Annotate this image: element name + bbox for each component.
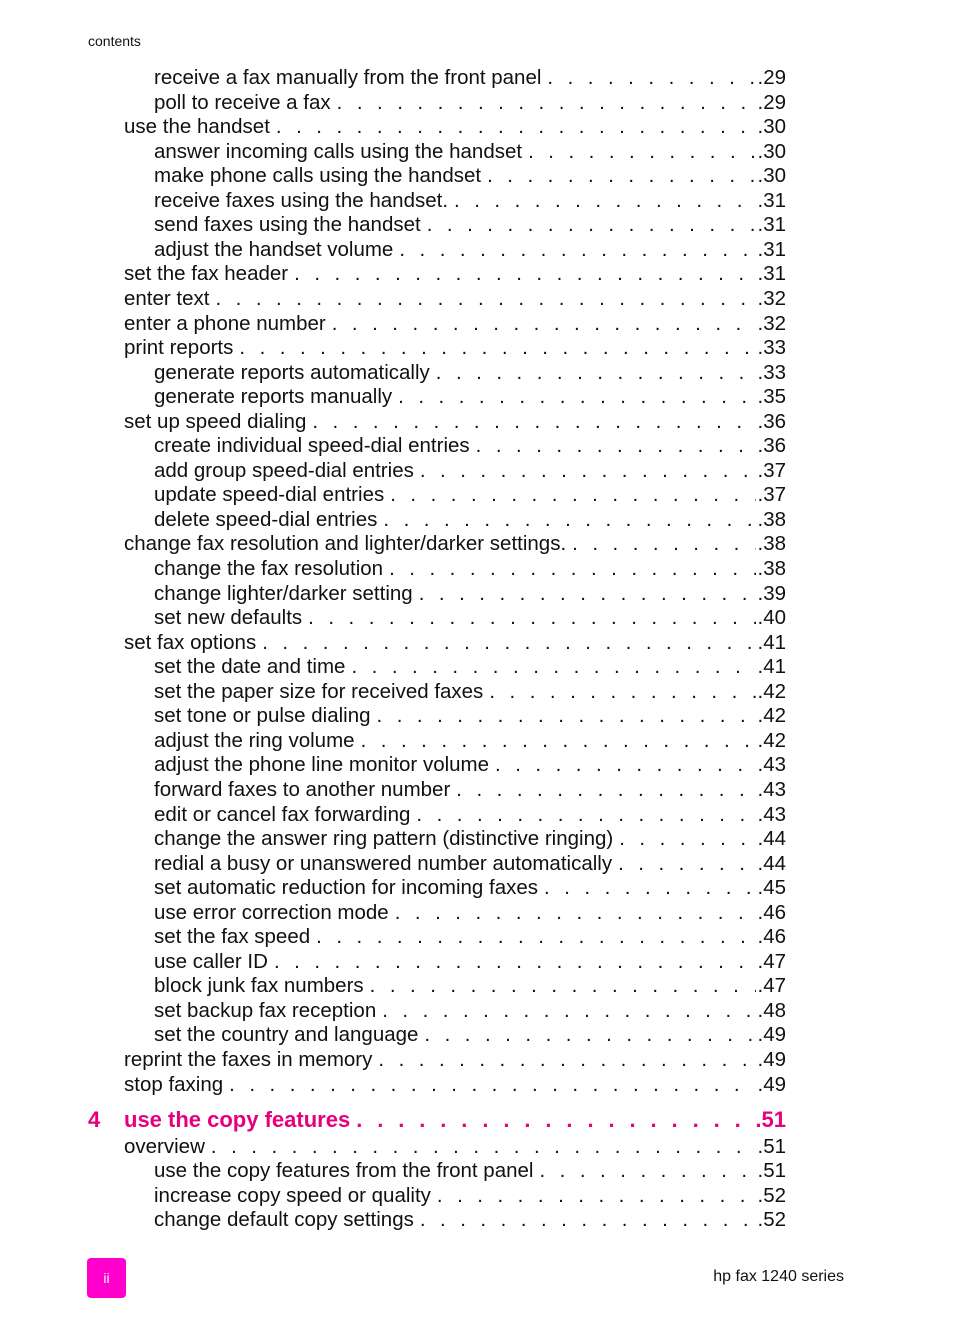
toc-entry-title: block junk fax numbers (154, 974, 370, 998)
toc-entry-title: enter text (124, 287, 215, 311)
toc-entry-title: print reports (124, 336, 239, 360)
toc-entry-title: enter a phone number (124, 312, 332, 336)
toc-entry-title: set up speed dialing (124, 410, 312, 434)
toc-page-number: .36 (757, 409, 786, 433)
dot-leader (437, 1184, 756, 1208)
toc-entry[interactable] (154, 508, 786, 532)
dot-leader (487, 164, 755, 188)
dot-leader (528, 140, 755, 164)
toc-entry-title: edit or cancel fax forwarding (154, 803, 416, 827)
toc-page-number: .35 (757, 385, 786, 409)
toc-entry-title: redial a busy or unanswered number automatically (154, 852, 618, 876)
toc-page-number: .38 (757, 507, 786, 531)
toc-entry-title: generate reports automatically (154, 361, 436, 385)
toc-entry[interactable] (154, 189, 786, 213)
toc-entry[interactable] (124, 631, 786, 655)
dot-leader (351, 655, 755, 679)
dot-leader (547, 66, 755, 90)
toc-page-number: .33 (757, 336, 786, 360)
toc-entry-title: forward faxes to another number (154, 778, 456, 802)
toc-page-number: .39 (757, 581, 786, 605)
toc-chapter-entry[interactable] (88, 1108, 786, 1132)
toc-page-number: .38 (757, 557, 786, 580)
toc-entry[interactable] (154, 827, 786, 851)
dot-leader (572, 532, 755, 556)
toc-page-number: .51 (757, 1134, 786, 1158)
toc-entry[interactable] (124, 1073, 786, 1097)
toc-entry-title: update speed-dial entries (154, 483, 390, 507)
dot-leader (619, 827, 755, 851)
dot-leader (215, 287, 755, 311)
dot-leader (378, 1048, 755, 1072)
toc-page-number: .29 (757, 90, 786, 114)
toc-page-number: .42 (757, 704, 786, 728)
toc-page-number: .41 (757, 630, 786, 654)
dot-leader (424, 1023, 755, 1047)
dot-leader (416, 803, 755, 827)
toc-entry[interactable] (154, 925, 786, 949)
dot-leader (495, 753, 755, 777)
toc-page-number: .42 (757, 728, 786, 752)
toc-page-number: .40 (757, 606, 786, 630)
toc-entry-title: change lighter/darker setting (154, 582, 419, 606)
toc-entry[interactable] (154, 729, 786, 753)
toc-entry[interactable] (124, 312, 786, 336)
toc-entry-title: set new defaults (154, 606, 308, 630)
toc-page-number: .45 (757, 876, 786, 900)
toc-entry-title: set the paper size for received faxes (154, 680, 489, 704)
toc-entry[interactable] (154, 582, 786, 606)
toc-entry-title: use the copy features from the front panel (154, 1159, 539, 1183)
toc-entry-title: receive faxes using the handset. (154, 189, 454, 213)
toc-entry[interactable] (154, 778, 786, 802)
toc-page-number: .31 (757, 262, 786, 286)
toc-entry[interactable] (154, 974, 786, 998)
toc-page-number: .31 (757, 213, 786, 237)
toc-entry[interactable] (154, 557, 786, 581)
toc-entry-title: change the fax resolution (154, 557, 389, 581)
toc-page-number: .42 (757, 679, 786, 703)
toc-page-number: .36 (757, 434, 786, 458)
toc-entry[interactable] (154, 950, 786, 974)
toc-entry-title: reprint the faxes in memory (124, 1048, 378, 1072)
toc-entry-title: set fax options (124, 631, 262, 655)
toc-entry[interactable] (154, 434, 786, 458)
toc-page-number: .49 (757, 1023, 786, 1047)
dot-leader (361, 729, 756, 753)
toc-entry-title: set the country and language (154, 1023, 424, 1047)
dot-leader (539, 1159, 755, 1183)
dot-leader (382, 999, 755, 1023)
dot-leader (377, 704, 756, 728)
toc-entry-title: create individual speed-dial entries (154, 434, 476, 458)
dot-leader (239, 336, 755, 360)
toc-entry-title: add group speed-dial entries (154, 459, 420, 483)
toc-entry-title: change default copy settings (154, 1208, 420, 1232)
toc-page-number: .30 (757, 139, 786, 163)
toc-entry-title: set the fax header (124, 262, 294, 286)
dot-leader (294, 262, 755, 286)
toc-entry[interactable] (154, 680, 786, 704)
dot-leader (544, 876, 756, 900)
toc-entry-title: set tone or pulse dialing (154, 704, 377, 728)
toc-entry[interactable] (154, 66, 786, 90)
toc-entry[interactable] (124, 410, 786, 434)
toc-entry[interactable] (154, 91, 786, 115)
toc-entry-title: use the copy features (124, 1108, 356, 1132)
toc-page-number: .49 (757, 1072, 786, 1096)
dot-leader (262, 631, 755, 655)
toc-page-number: .37 (757, 483, 786, 507)
toc-entry[interactable] (124, 115, 786, 139)
toc-page-number: .46 (757, 900, 786, 924)
dot-leader (436, 361, 756, 385)
toc-entry[interactable] (154, 483, 786, 507)
dot-leader (383, 508, 755, 532)
toc-entry[interactable] (154, 852, 786, 876)
dot-leader (399, 238, 755, 262)
toc-entry[interactable] (154, 1159, 786, 1183)
toc-page-number: .44 (757, 851, 786, 875)
toc-page-number: .43 (757, 802, 786, 826)
dot-leader (274, 950, 756, 974)
toc-entry-title: use caller ID (154, 950, 274, 974)
toc-page-number: .43 (757, 777, 786, 801)
dot-leader (229, 1073, 755, 1097)
dot-leader (395, 901, 756, 925)
page-number-badge: ii (87, 1258, 126, 1298)
chapter-number: 4 (88, 1107, 101, 1133)
toc-entry-title: set the date and time (154, 655, 351, 679)
toc-entry-title: change the answer ring pattern (distinctive ringing) (154, 827, 619, 851)
dot-leader (419, 582, 756, 606)
toc-entry[interactable] (154, 213, 786, 237)
toc-entry[interactable] (154, 140, 786, 164)
toc-entry[interactable] (154, 803, 786, 827)
dot-leader (420, 459, 756, 483)
toc-entry[interactable] (124, 336, 786, 360)
footer-product-name: hp fax 1240 series (713, 1268, 844, 1285)
toc-page-number: .29 (757, 66, 786, 89)
toc-entry[interactable] (124, 532, 786, 556)
toc-entry[interactable] (124, 1048, 786, 1072)
toc-entry[interactable] (154, 361, 786, 385)
toc-page-number: .51 (757, 1159, 786, 1183)
toc-entry-title: answer incoming calls using the handset (154, 140, 528, 164)
toc-entry-title: delete speed-dial entries (154, 508, 383, 532)
toc-entry[interactable] (154, 1208, 786, 1232)
toc-page-number: .31 (757, 237, 786, 261)
toc-page-number: .47 (757, 974, 786, 998)
toc-entry[interactable] (154, 901, 786, 925)
toc-page-number: .52 (757, 1208, 786, 1232)
toc-page-number: .41 (757, 655, 786, 679)
dot-leader (476, 434, 756, 458)
dot-leader (456, 778, 755, 802)
toc-page-number: .43 (757, 753, 786, 777)
dot-leader (370, 974, 756, 998)
toc-entry-title: adjust the phone line monitor volume (154, 753, 495, 777)
toc-entry[interactable] (154, 1184, 786, 1208)
dot-leader (337, 91, 756, 115)
dot-leader (420, 1208, 756, 1232)
toc-page-number: .47 (757, 949, 786, 973)
toc-entry[interactable] (124, 287, 786, 311)
toc-page-number: .52 (757, 1183, 786, 1207)
toc-page-number: .33 (757, 360, 786, 384)
dot-leader (316, 925, 755, 949)
toc-entry[interactable] (154, 238, 786, 262)
dot-leader (427, 213, 756, 237)
toc-entry[interactable] (124, 262, 786, 286)
toc-entry[interactable] (154, 753, 786, 777)
toc-page-number: .31 (757, 188, 786, 212)
toc-entry[interactable] (154, 385, 786, 409)
toc-page-number: .49 (757, 1048, 786, 1071)
toc-entry-title: set the fax speed (154, 925, 316, 949)
toc-entry-title: stop faxing (124, 1073, 229, 1097)
toc-entry[interactable] (154, 876, 786, 900)
toc-entry-title: change fax resolution and lighter/darker settings. (124, 532, 572, 556)
toc-entry[interactable] (154, 459, 786, 483)
toc-entry[interactable] (124, 1135, 786, 1159)
dot-leader (454, 189, 755, 213)
toc-entry-title: set automatic reduction for incoming faxes (154, 876, 544, 900)
toc-page-number: .37 (757, 458, 786, 482)
dot-leader (332, 312, 756, 336)
dot-leader (618, 852, 755, 876)
toc-entry-title: adjust the handset volume (154, 238, 399, 262)
dot-leader (276, 115, 756, 139)
toc-entry[interactable] (154, 704, 786, 728)
toc-entry[interactable] (154, 164, 786, 188)
toc-entry-title: set backup fax reception (154, 999, 382, 1023)
running-header: contents (88, 33, 141, 49)
toc-entry-title: use the handset (124, 115, 276, 139)
toc-page-number: .38 (757, 532, 786, 556)
dot-leader (356, 1108, 753, 1132)
toc-entry-title: make phone calls using the handset (154, 164, 487, 188)
toc-entry-title: poll to receive a fax (154, 91, 337, 115)
dot-leader (211, 1135, 756, 1159)
dot-leader (489, 680, 755, 704)
toc-page-number: .44 (757, 827, 786, 851)
dot-leader (398, 385, 755, 409)
toc-page-number: .48 (757, 998, 786, 1022)
toc-page-number: .30 (757, 164, 786, 188)
toc-entry[interactable] (154, 999, 786, 1023)
dot-leader (308, 606, 755, 630)
dot-leader (390, 483, 755, 507)
toc-page-number: .51 (755, 1107, 786, 1133)
toc-entry[interactable] (154, 1023, 786, 1047)
toc-page-number: .30 (757, 115, 786, 139)
toc-page-number: .46 (757, 925, 786, 949)
toc-entry[interactable] (154, 655, 786, 679)
toc-entry-title: adjust the ring volume (154, 729, 361, 753)
toc-entry[interactable] (154, 606, 786, 630)
toc-entry-title: generate reports manually (154, 385, 398, 409)
toc-entry-title: use error correction mode (154, 901, 395, 925)
toc-entry-title: send faxes using the handset (154, 213, 427, 237)
toc-entry-title: overview (124, 1135, 211, 1159)
toc-page-number: .32 (757, 286, 786, 310)
toc-entry-title: receive a fax manually from the front panel (154, 66, 547, 90)
dot-leader (389, 557, 755, 581)
dot-leader (312, 410, 755, 434)
toc-page-number: .32 (757, 311, 786, 335)
toc-entry-title: increase copy speed or quality (154, 1184, 437, 1208)
